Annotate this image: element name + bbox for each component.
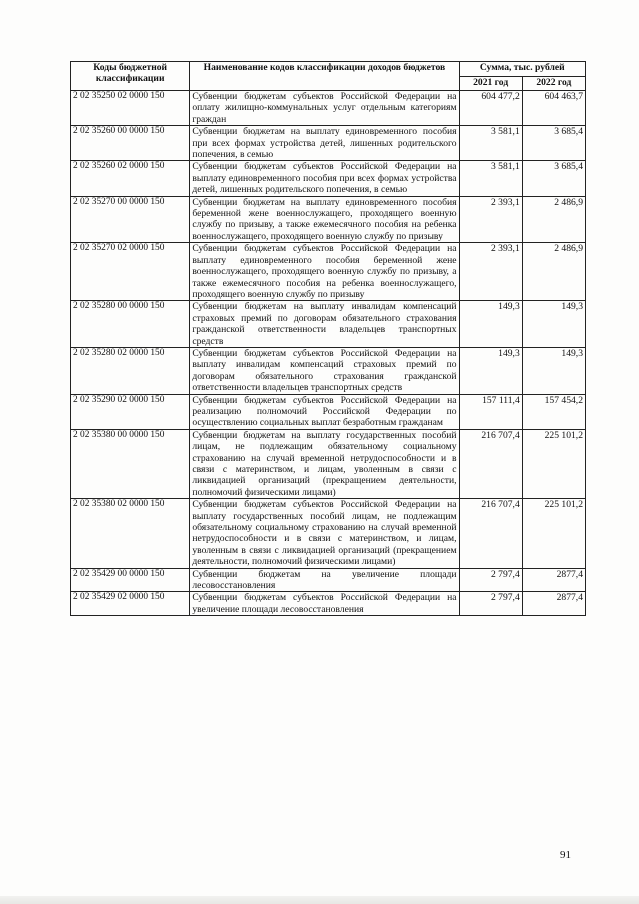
row-name: Субвенции бюджетам субъектов Российской Федерации на выплату единовременного пособия при всех формах устройства детей, лишенных родительского попечения, в семью: [190, 161, 459, 196]
row-sum-2022: 225 101,2: [522, 429, 585, 498]
row-sum-2022: 3 685,4: [522, 126, 585, 161]
row-name: Субвенции бюджетам на выплату инвалидам компенсаций страховых премий по договорам обязательного страхования гражданской ответственности владельцев транспортных средств: [190, 301, 459, 348]
row-sum-2022: 3 685,4: [522, 161, 585, 196]
row-sum-2022: 157 454,2: [522, 394, 585, 429]
row-sum-2022: 2877,4: [522, 568, 585, 592]
row-code: 2 02 35250 02 0000 150: [71, 91, 190, 126]
row-code: 2 02 35429 00 0000 150: [71, 568, 190, 592]
row-sum-2021: 3 581,1: [459, 126, 522, 161]
row-sum-2021: 3 581,1: [459, 161, 522, 196]
table-row: [71, 196, 586, 243]
row-code: 2 02 35270 00 0000 150: [71, 196, 190, 243]
row-sum-2021: 2 797,4: [459, 568, 522, 592]
table-row: [71, 301, 586, 348]
table-row: [71, 499, 586, 568]
table-row: [71, 243, 586, 301]
scan-bottom-edge: [0, 896, 639, 904]
table-row: [71, 429, 586, 498]
table-row: [71, 394, 586, 429]
row-sum-2022: 2 486,9: [522, 196, 585, 243]
row-sum-2022: 149,3: [522, 347, 585, 394]
row-sum-2021: 2 797,4: [459, 592, 522, 616]
row-code: 2 02 35429 02 0000 150: [71, 592, 190, 616]
row-sum-2022: 2 486,9: [522, 243, 585, 301]
header-year-2021: 2021 год: [459, 77, 522, 91]
row-sum-2021: 2 393,1: [459, 196, 522, 243]
row-name: Субвенции бюджетам субъектов Российской Федерации на выплату государственных пособий лицам, не подлежащим обязательному социальному страхованию на случай временной нетрудоспособности и в связи с материнством, и лицам, уволенным в связи с ликвидацией организаций (прекращением деятельности, полномочий физическими лицами): [190, 499, 459, 568]
row-name: Субвенции бюджетам на выплату государственных пособий лицам, не подлежащим обязательному социальному страхованию на случай временной нетрудоспособности и в связи с материнством, и лицам, уволенным в связи с ликвидацией организаций (прекращением деятельности, полномочий физическими лицами): [190, 429, 459, 498]
row-code: 2 02 35290 02 0000 150: [71, 394, 190, 429]
header-sum: Сумма, тыс. рублей: [459, 62, 585, 77]
row-sum-2022: 149,3: [522, 301, 585, 348]
row-name: Субвенции бюджетам на выплату единовременного пособия беременной жене военнослужащего, проходящего военную службу по призыву, а также ежемесячного пособия на ребенка военнослужащего, проходящего военную службу по призыву: [190, 196, 459, 243]
header-name: Наименование кодов классификации доходов бюджетов: [190, 62, 459, 91]
row-sum-2021: 216 707,4: [459, 499, 522, 568]
row-code: 2 02 35280 00 0000 150: [71, 301, 190, 348]
row-sum-2021: 149,3: [459, 301, 522, 348]
row-sum-2021: 2 393,1: [459, 243, 522, 301]
row-sum-2021: 216 707,4: [459, 429, 522, 498]
table-row: [71, 592, 586, 616]
row-code: 2 02 35260 02 0000 150: [71, 161, 190, 196]
row-name: Субвенции бюджетам на выплату единовременного пособия при всех формах устройства детей, лишенных родительского попечения, в семью: [190, 126, 459, 161]
table-body: [71, 91, 586, 616]
table-row: [71, 568, 586, 592]
row-code: 2 02 35380 02 0000 150: [71, 499, 190, 568]
row-sum-2021: 149,3: [459, 347, 522, 394]
row-name: Субвенции бюджетам субъектов Российской Федерации на увеличение площади лесовосстановления: [190, 592, 459, 616]
page-number: 91: [560, 849, 571, 861]
budget-revenue-table: [70, 61, 586, 616]
row-name: Субвенции бюджетам субъектов Российской Федерации на оплату жилищно-коммунальных услуг отдельным категориям граждан: [190, 91, 459, 126]
row-sum-2021: 604 477,2: [459, 91, 522, 126]
table-row: [71, 126, 586, 161]
row-code: 2 02 35280 02 0000 150: [71, 347, 190, 394]
row-sum-2022: 2877,4: [522, 592, 585, 616]
header-codes: Коды бюджетной классификации: [71, 62, 190, 91]
row-name: Субвенции бюджетам субъектов Российской Федерации на реализацию полномочий Российской Федерации по осуществлению социальных выплат безработным гражданам: [190, 394, 459, 429]
table-row: [71, 161, 586, 196]
row-sum-2021: 157 111,4: [459, 394, 522, 429]
row-code: 2 02 35380 00 0000 150: [71, 429, 190, 498]
row-sum-2022: 604 463,7: [522, 91, 585, 126]
table-row: [71, 347, 586, 394]
row-name: Субвенции бюджетам субъектов Российской Федерации на выплату единовременного пособия беременной жене военнослужащего, проходящего военную службу по призыву, а также ежемесячного пособия на ребенка военнослужащего, проходящего военную службу по призыву: [190, 243, 459, 301]
row-name: Субвенции бюджетам на увеличение площади лесовосстановления: [190, 568, 459, 592]
row-name: Субвенции бюджетам субъектов Российской Федерации на выплату инвалидам компенсаций страховых премий по договорам обязательного страхования гражданской ответственности владельцев транспортных средств: [190, 347, 459, 394]
row-sum-2022: 225 101,2: [522, 499, 585, 568]
row-code: 2 02 35260 00 0000 150: [71, 126, 190, 161]
header-year-2022: 2022 год: [522, 77, 585, 91]
table-row: [71, 91, 586, 126]
row-code: 2 02 35270 02 0000 150: [71, 243, 190, 301]
